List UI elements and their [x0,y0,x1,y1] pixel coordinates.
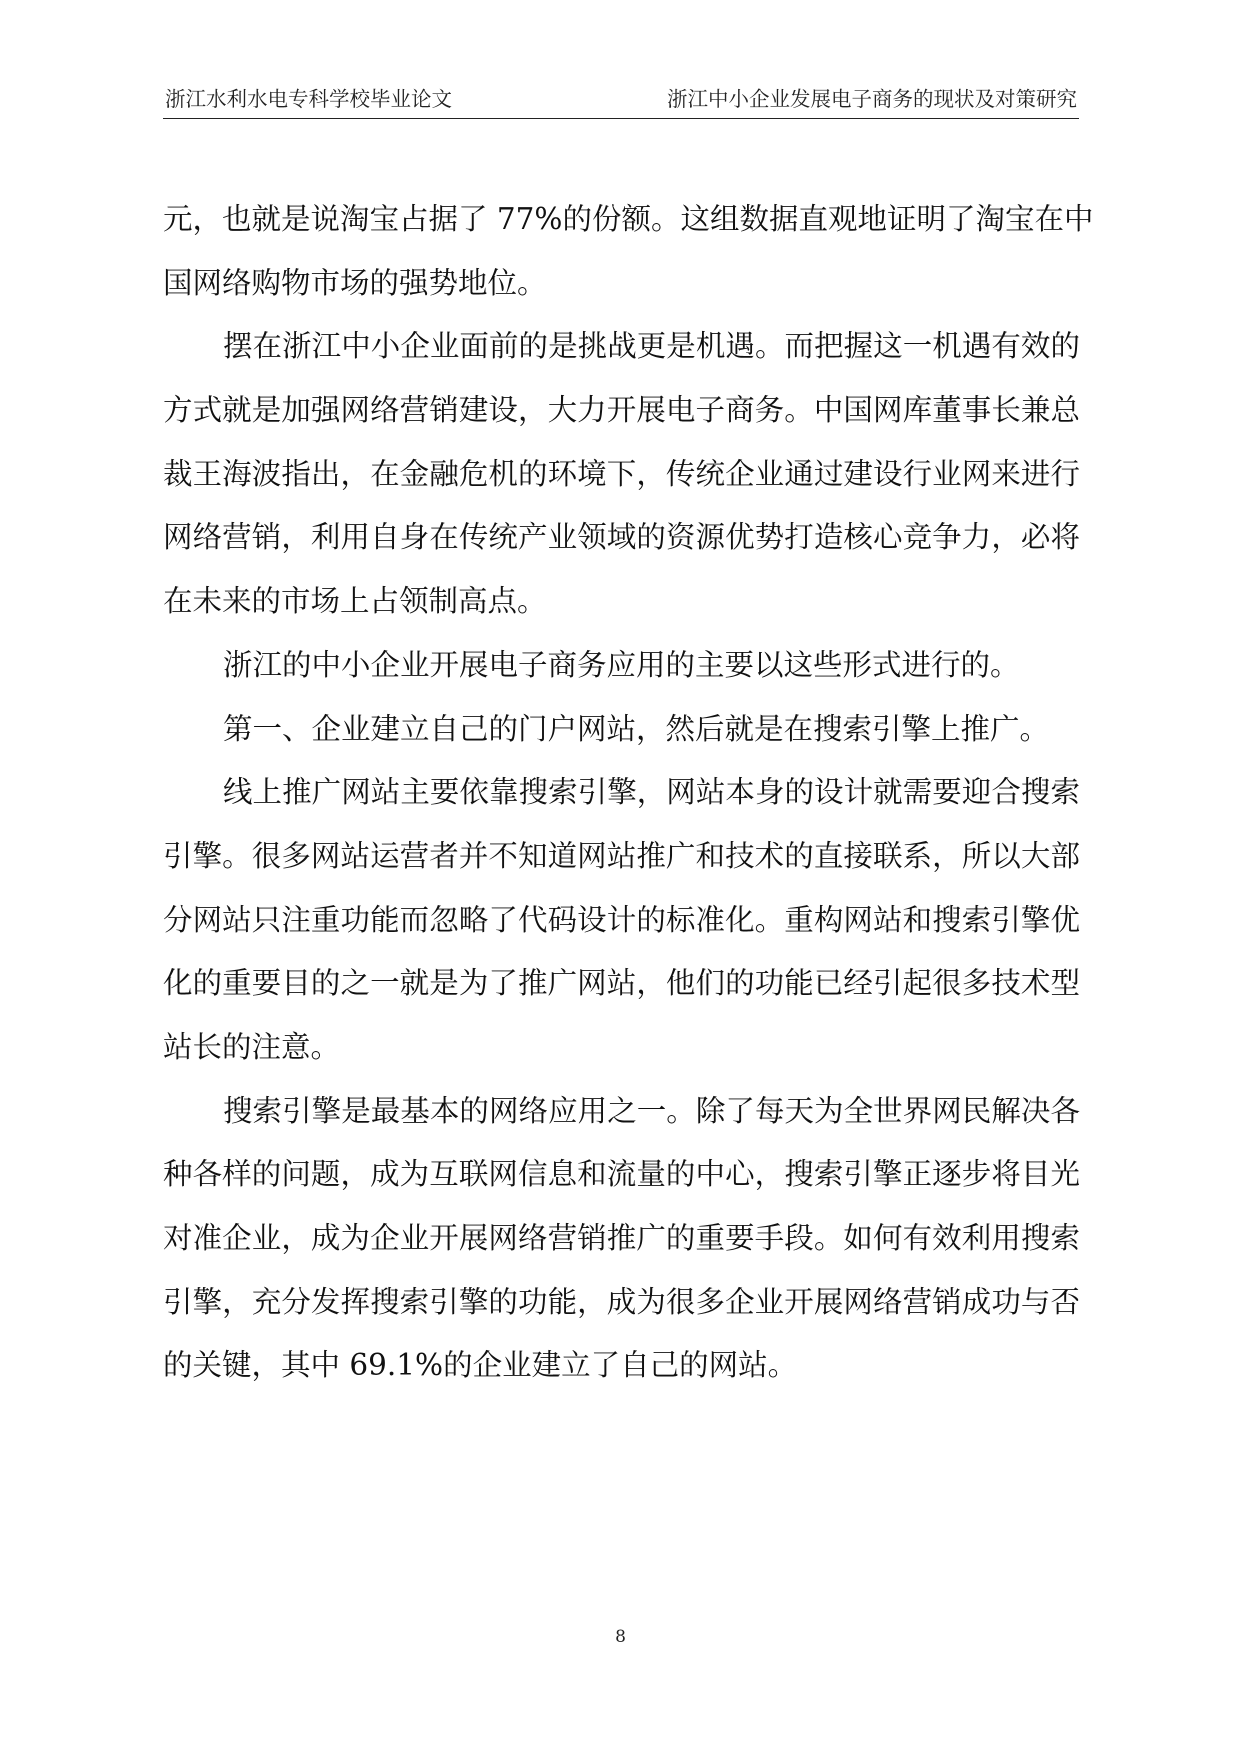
text-line: 线上推广网站主要依靠搜索引擎，网站本身的设计就需要迎合搜索 [223,775,1080,810]
text-line: 浙江的中小企业开展电子商务应用的主要以这些形式进行的。 [223,647,1020,682]
text-line: 分网站只注重功能而忽略了代码设计的标准化。重构网站和搜索引擎优 [163,902,1080,937]
text-line: 对准企业，成为企业开展网络营销推广的重要手段。如何有效利用搜索 [163,1221,1080,1255]
text-line: 在未来的市场上占领制高点。 [163,584,547,619]
text-line: 网络营销，利用自身在传统产业领域的资源优势打造核心竞争力，必将 [163,520,1080,555]
text-line: 裁王海波指出，在金融危机的环境下，传统企业通过建设行业网来进行 [163,456,1080,491]
header-thesis-title: 浙江中小企业发展电子商务的现状及对策研究 [667,87,1077,111]
page-header [163,82,1079,119]
paragraph [163,707,1080,771]
header-school-title: 浙江水利水电专科学校毕业论文 [165,87,452,111]
text-line: 方式就是加强网络营销建设，大力开展电子商务。中国网库董事长兼总 [163,393,1080,428]
paragraph [163,1089,1080,1407]
text-line: 搜索引擎是最基本的网络应用之一。除了每天为全世界网民解决各 [223,1093,1080,1128]
text-line: 引擎。很多网站运营者并不知道网站推广和技术的直接联系，所以大部 [163,838,1080,873]
text-line: 化的重要目的之一就是为了推广网站，他们的功能已经引起很多技术型 [163,966,1080,1001]
text-line: 种各样的问题，成为互联网信息和流量的中心，搜索引擎正逐步将目光 [163,1157,1080,1192]
paragraph [163,324,1080,642]
text-line: 的关键，其中 69.1%的企业建立了自己的网站。 [163,1348,798,1383]
text-line: 元，也就是说淘宝占据了 77%的份额。这组数据直观地证明了淘宝在中 [163,202,1094,236]
text-line: 站长的注意。 [163,1029,341,1064]
body-text [163,197,1094,1407]
paragraph [163,197,1094,324]
page-number: 8 [615,1627,626,1647]
text-line: 国网络购物市场的强势地位。 [163,265,547,300]
text-line: 第一、企业建立自己的门户网站，然后就是在搜索引擎上推广。 [223,711,1050,746]
paragraph [163,643,1080,707]
paragraph [163,770,1080,1088]
text-line: 引擎，充分发挥搜索引擎的功能，成为很多企业开展网络营销成功与否 [163,1284,1080,1319]
text-line: 摆在浙江中小企业面前的是挑战更是机遇。而把握这一机遇有效的 [223,329,1080,364]
